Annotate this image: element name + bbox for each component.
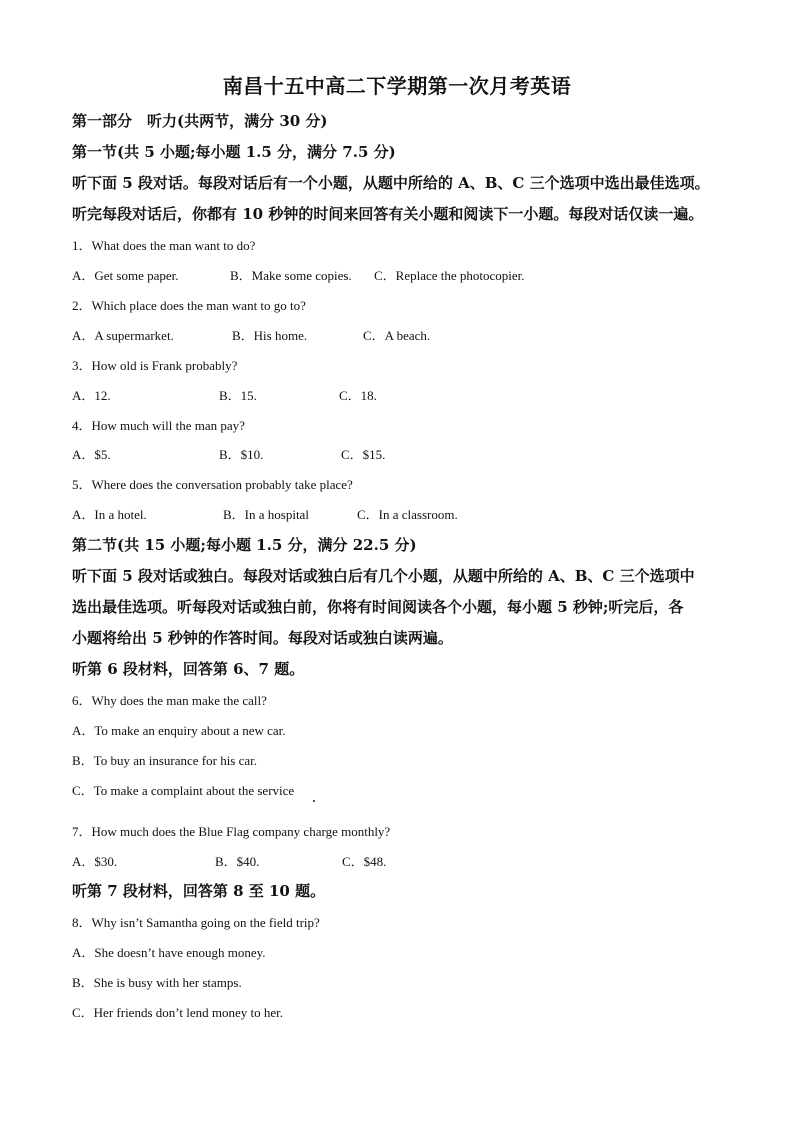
part1-heading: 第一部分 听力(共两节，满分 30 分) [72,112,328,130]
question-2-options [72,325,430,344]
question-1: 1．What does the man want to do? [72,238,256,253]
question-7-options [72,851,386,870]
question-8-option-b: B．She is busy with her stamps. [72,975,242,990]
material-7-heading: 听第 7 段材料，回答第 8 至 10 题。 [72,882,326,900]
option-c: C．$15. [341,447,386,462]
option-b: B．$10. [219,447,264,462]
option-b: B．His home. [232,328,308,343]
material-6-heading: 听第 6 段材料，回答第 6、7 题。 [72,660,305,678]
section2-instruction-1: 听下面 5 段对话或独白。每段对话或独白后有几个小题，从题中所给的 A、B、C 三个选项中 [72,567,695,585]
stray-dot [313,800,315,802]
question-8: 8．Why isn’t Samantha going on the field trip? [72,915,320,930]
section1-instruction-1: 听下面 5 段对话。每段对话后有一个小题，从题中所给的 A、B、C 三个选项中选出最佳选项。 [72,174,710,192]
question-4-options [72,444,385,463]
question-1-options [72,265,525,284]
option-b: B．$40. [215,854,260,869]
option-c: C．A beach. [363,328,431,343]
option-c: C．$48. [342,854,387,869]
question-3: 3．How old is Frank probably? [72,358,238,373]
option-b: B．15. [219,388,257,403]
option-a: A．Get some paper. [72,268,179,283]
section2-instruction-3: 小题将给出 5 秒钟的作答时间。每段对话或独白读两遍。 [72,629,453,647]
question-8-option-a: A．She doesn’t have enough money. [72,945,266,960]
question-3-options [72,385,377,404]
section1-instruction-2: 听完每段对话后，你都有 10 秒钟的时间来回答有关小题和阅读下一小题。每段对话仅读一遍。 [72,205,704,223]
question-6-option-a: A．To make an enquiry about a new car. [72,723,286,738]
question-4: 4．How much will the man pay? [72,418,245,433]
section2-heading: 第二节(共 15 小题;每小题 1.5 分，满分 22.5 分) [72,536,417,554]
question-6: 6．Why does the man make the call? [72,693,267,708]
question-6-option-c: C．To make a complaint about the service [72,783,295,798]
option-c: C．In a classroom. [357,507,458,522]
option-c: C．18. [339,388,377,403]
question-6-option-b: B．To buy an insurance for his car. [72,753,258,768]
question-8-option-c: C．Her friends don’t lend money to her. [72,1005,283,1020]
option-b: B．Make some copies. [230,268,352,283]
option-a: A．12. [72,388,111,403]
question-2: 2．Which place does the man want to go to? [72,298,306,313]
option-a: A．A supermarket. [72,328,174,343]
question-5-options [72,504,458,523]
option-a: A．In a hotel. [72,507,147,522]
option-b: B．In a hospital [223,507,309,522]
section2-instruction-2: 选出最佳选项。听每段对话或独白前，你将有时间阅读各个小题，每小题 5 秒钟;听完后，各 [72,598,684,616]
page-title: 南昌十五中高二下学期第一次月考英语 [222,74,572,98]
question-5: 5．Where does the conversation probably take place? [72,477,353,492]
option-a: A．$30. [72,854,118,869]
option-a: A．$5. [72,447,111,462]
section1-heading: 第一节(共 5 小题;每小题 1.5 分，满分 7.5 分) [72,143,396,161]
option-c: C．Replace the photocopier. [374,268,525,283]
question-7: 7．How much does the Blue Flag company charge monthly? [72,824,391,839]
